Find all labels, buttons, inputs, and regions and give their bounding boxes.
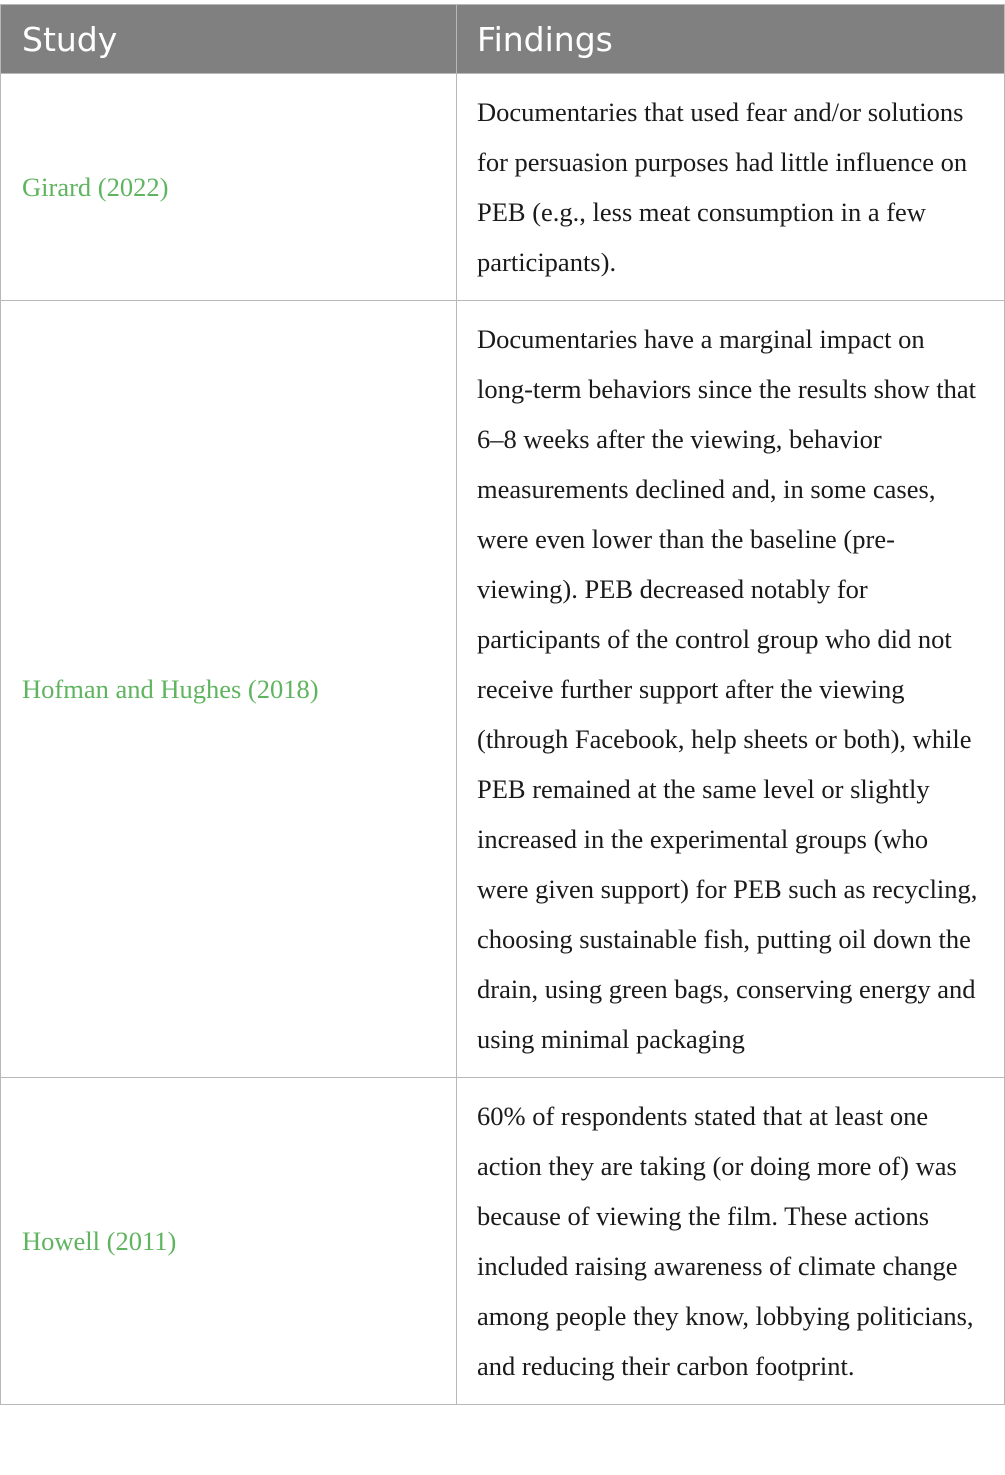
table-row bbox=[1, 1078, 1005, 1405]
findings-cell: Documentaries have a marginal impact on long-term behaviors since the results show that 6–8 weeks after the viewing, behavior measurements declined and, in some cases, were even lower than the baseline (pre-viewing). PEB decreased notably for participants of the control group who did not receive further support after the viewing (through Facebook, help sheets or both), while PEB remained at the same level or slightly increased in the experimental groups (who were given support) for PEB such as recycling, choosing sustainable fish, putting oil down the drain, using green bags, conserving energy and using minimal packaging bbox=[457, 301, 1005, 1078]
findings-cell: 60% of respondents stated that at least one action they are taking (or doing more of) was because of viewing the film. These actions included raising awareness of climate change among people they know, lobbying politicians, and reducing their carbon footprint. bbox=[457, 1078, 1005, 1405]
study-link-girard[interactable]: Girard (2022) bbox=[22, 171, 169, 202]
table-row bbox=[1, 301, 1005, 1078]
findings-table bbox=[0, 4, 1005, 1405]
header-study: Study bbox=[1, 5, 457, 74]
study-cell bbox=[1, 301, 457, 1078]
table-header bbox=[1, 5, 1005, 74]
header-row bbox=[1, 5, 1005, 74]
study-cell bbox=[1, 1078, 457, 1405]
study-cell bbox=[1, 74, 457, 301]
findings-cell: Documentaries that used fear and/or solutions for persuasion purposes had little influence on PEB (e.g., less meat consumption in a few participants). bbox=[457, 74, 1005, 301]
study-link-hofman-hughes[interactable]: Hofman and Hughes (2018) bbox=[22, 673, 319, 704]
study-link-howell[interactable]: Howell (2011) bbox=[22, 1225, 177, 1256]
table-row bbox=[1, 74, 1005, 301]
table-body bbox=[1, 74, 1005, 1405]
header-findings: Findings bbox=[457, 5, 1005, 74]
